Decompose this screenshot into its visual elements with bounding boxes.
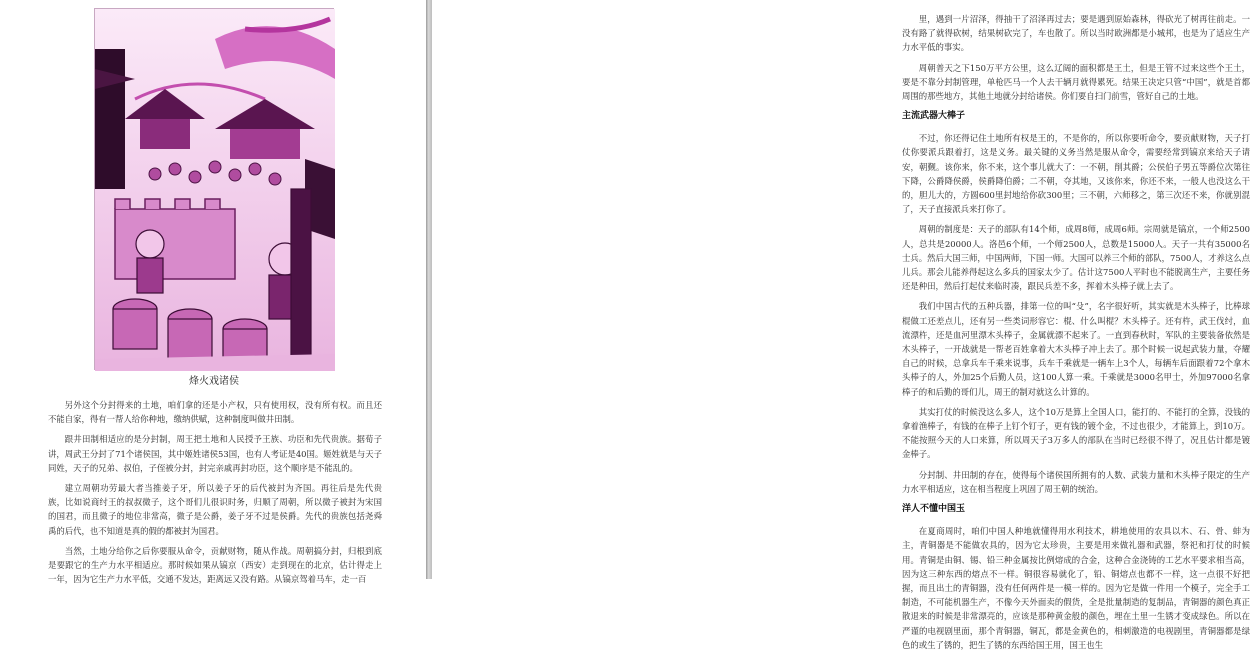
- paragraph: 在夏商周时，咱们中国人种地就懂得用水利技术，耕地使用的农具以木、石、骨、蚌为主，青铜器是不能做农具的，因为它太珍贵，主要是用来做礼器和武器，祭祀和打仗的时候用。青铜是由铜、锡、铅三种金属按比例熔成的合金，这种合金浇铸的工艺水平要求相当高，因为这三种东西的熔点不一样。铜很容易就化了，铅、铜熔点也都不一样，这一点很不好把握，而且出土的青铜器，没有任何两件是一模一样的。因为它是做一件用一个模子，完全手工制造，不可能机器生产，不像今天外面卖的假货，全是批量制造的复制品，青铜器的颜色真正散退来的时候是非常漂亮的，应该是那种黄金般的颜色，埋在土里一生锈才变成绿色。所以在严谨的电视剧里面，那个青铜器，铜瓦，都是金黄色的，相刺激造的电视剧里，青铜器都是绿色的或生了锈的，把生了锈的东西给国王用，国王也生: [902, 526, 1250, 650]
- paragraph: 其实打仗的时候没这么多人，这个10万是算上全国人口，能打的、不能打的全算，没钱的拿着渔棒子，有钱的在棒子上钉个钉子，更有钱的镀个金，不过也很少，才能算上，到10万。不能按照今天的人口来算，所以周天子3万多人的部队在当时已经很不得了，况且估计都是镀金棒子。: [902, 406, 1250, 460]
- left-body-text: [48, 398, 382, 592]
- paragraph: 当然，土地分给你之后你要服从命令，贡献财物，随从作战。周朝搞分封，归根到底是要跟它的生产力水平相适应。那时候如果从镐京（西安）走到现在的北京，估计得走上一年，因为它生产力水平低，交通不发达，距离远又没有路。从镐京驾着马车，走一百: [48, 545, 382, 585]
- paragraph: 不过，你还得记住土地所有权是王的，不是你的，所以你要听命令，要贡献财物，天子打仗你要派兵跟着打，这是义务。最关键的义务当然是服从命令，需要经常到镐京来给天子请安，朝觐。该你来，你不来，这个事儿就大了：一不朝，削其爵；公侯伯子男五等爵位次第往下降，公爵降侯爵，侯爵降伯爵；二不朝，夺其地，又该你来，你还不来，一般人也没这么干的，胆儿大的，方圆600里封地给你砍300里；三不朝，六师移之，第三次还不来，你就别混了，天子直接派兵来打你了。: [902, 133, 1250, 215]
- paragraph: 另外这个分封得来的土地，咱们拿的还是小产权，只有使用权，没有所有权。而且还不能自家，得有一帮人给你种地，缴纳供赋，这种制度叫做井田制。: [48, 400, 382, 425]
- section-heading: 主流武器大棒子: [902, 111, 966, 122]
- paragraph: 我们中国古代的五种兵器，排第一位的叫“殳”，名字很好听，其实就是木头棒子，比棒球棍做工还差点儿，还有另一些类词形容它：棍、什么叫棍？木头棒子。还有杵，武王伐纣，血流漂杵，还是血河里漂木头棒子，金属就漂不起来了。一直到春秋时，军队的主要装备依然是木头棒子，一开战就是一帮老百姓拿着大木头棒子冲上去了。那个时候一说起武装力量，夺耀自己的时候，总拿兵车千乘来说事，兵车千乘就是一辆车上3个人，每辆车后面跟着72个拿木头棒子的人，外加25个后勤人员，这100人算一乘。千乘就是3000名甲士，外加97000名拿棒子的和后勤的哥们儿，周王的制对就这么计算的。: [902, 301, 1250, 397]
- paragraph: 周朝普天之下150万平方公里，这么辽阔的面积都是王土，但是王管不过来这些个王土，要是不靠分封制管理，单枪匹马一个人去干辆月就得累死。结果王决定只管“中国”，就是首都周围的那些地方，其他土地就分封给诸侯。你们要自扫门前雪，管好自己的土地。: [902, 62, 1250, 102]
- paragraph: 跟井田制相适应的是分封制，周王把土地和人民授予王族、功臣和先代贵族。据荀子讲，周武王分封了71个诸侯国，其中姬姓诸侯53国，也有人考证是40国。姬姓就是与天子同姓，天子的兄弟、叔伯，子侄被分封，封完亲戚再封功臣，这个顺序是不能乱的。: [48, 434, 382, 473]
- illustration-image: [94, 8, 334, 370]
- paragraph: 分封制、井田制的存在，使得每个诸侯国所拥有的人数、武装力量和木头棒子限定的生产力水平相适应，这在相当程度上巩固了周王朝的统治。: [902, 469, 1250, 494]
- paragraph: 里，遇到一片沼泽，得抽干了沼泽再过去；要是遇到原始森林，得砍光了树再往前走。一没有路了就得砍树，结果树砍完了，车也散了。所以当时欧洲都是小城邦，也是为了适应生产力水平低的事实。: [902, 14, 1250, 53]
- section-heading: 洋人不懂中国玉: [902, 504, 966, 515]
- paragraph: 建立周朝功劳最大者当推姜子牙，所以姜子牙的后代被封为齐国。再往后是先代贵族，比如说商纣王的叔叔微子，这个哥们儿很识时务，归顺了周朝，所以微子被封为宋国的国君，而且微子的地位非常高，微子是公爵，姜子牙不过是侯爵。先代的贵族包括尧舜禹的后代，也不知道是真的假的都被封为国君。: [48, 483, 382, 536]
- illustration-caption: 烽火戏诸侯: [189, 376, 239, 387]
- paragraph: 周朝的制度是：天子的部队有14个师，成周8师，成周6师。宗周就是镐京，一个师2500人，总共是20000人。洛邑6个师，一个师2500人，总数是15000人。天子一共有35000名士兵。然后大国三师，中国两师，下国一师。大国可以养三个师的部队，7500人，才养这么点儿兵。那会儿能养得起这么多兵的国家太少了。估计这7500人平时也不能脱离生产，主要任务还是种田，然后打起仗来临时凑，跟民兵差不多，挥着木头棒子就上去了。: [902, 224, 1250, 292]
- right-page: [432, 0, 1250, 650]
- left-page: [0, 0, 426, 585]
- right-body-text: [902, 12, 1250, 658]
